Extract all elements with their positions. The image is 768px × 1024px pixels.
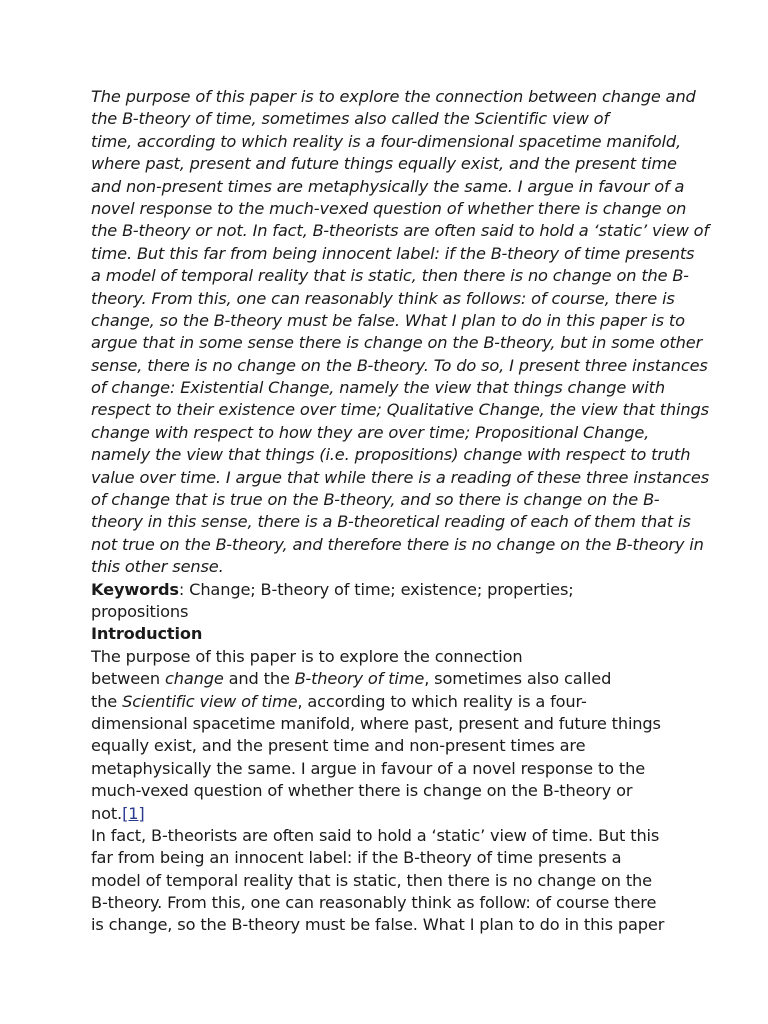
abstract-line: the B-theory or not. In fact, B-theorists are often said to hold a ‘static’ view of xyxy=(91,221,709,241)
text: not. xyxy=(91,803,123,823)
abstract-line: namely the view that things (i.e. propositions) change with respect to truth xyxy=(91,445,691,465)
paragraph-line xyxy=(91,803,687,825)
abstract-line: and non-present times are metaphysically the same. I argue in favour of a xyxy=(91,176,685,196)
paragraph-line: dimensional spacetime manifold, where past, present and future things xyxy=(91,713,661,733)
keywords xyxy=(91,579,687,624)
footnote-link[interactable]: [1] xyxy=(122,803,145,823)
text: , sometimes also called xyxy=(424,669,612,689)
abstract-line: not true on the B-theory, and therefore there is no change on the B-theory in xyxy=(91,534,704,554)
abstract-line: of change: Existential Change, namely the view that things change with xyxy=(91,378,665,398)
introduction-section xyxy=(91,623,687,936)
abstract-line: respect to their existence over time; Qualitative Change, the view that things xyxy=(91,400,709,420)
abstract-line: time. But this far from being innocent label: if the B-theory of time presents xyxy=(91,243,695,263)
abstract-line: where past, present and future things equally exist, and the present time xyxy=(91,154,677,174)
paragraph-line: is change, so the B-theory must be false. What I plan to do in this paper xyxy=(91,915,665,935)
paragraph-line: B-theory. From this, one can reasonably think as follow: of course there xyxy=(91,893,657,913)
abstract-line: The purpose of this paper is to explore the connection between change and xyxy=(91,87,696,106)
text: the xyxy=(91,691,123,711)
abstract-line: change, so the B-theory must be false. What I plan to do in this paper is to xyxy=(91,310,685,330)
text: , according to which reality is a four- xyxy=(297,691,587,711)
paragraph-line xyxy=(91,668,687,690)
emphasis-scientific-view: Scientific view of time xyxy=(122,691,298,711)
keywords-line xyxy=(91,579,687,601)
keywords-text: : Change; B-theory of time; existence; properties; xyxy=(178,579,574,599)
paragraph-line: far from being an innocent label: if the B-theory of time presents a xyxy=(91,848,622,868)
paragraph xyxy=(91,646,687,825)
section-heading: Introduction xyxy=(91,624,203,644)
paragraph-line: metaphysically the same. I argue in favour of a novel response to the xyxy=(91,758,646,778)
emphasis-b-theory: B-theory of time xyxy=(294,669,425,689)
abstract-line: a model of temporal reality that is static, then there is no change on the B- xyxy=(91,266,689,286)
paragraph-line: The purpose of this paper is to explore the connection xyxy=(91,646,523,666)
abstract-line: change with respect to how they are over time; Propositional Change, xyxy=(91,422,650,442)
text: and the xyxy=(223,669,295,689)
paragraph-line: much-vexed question of whether there is change on the B-theory or xyxy=(91,781,633,801)
abstract-line: the B-theory of time, sometimes also called the Scientific view of xyxy=(91,109,609,129)
paragraph xyxy=(91,825,687,937)
abstract-line: sense, there is no change on the B-theory. To do so, I present three instances xyxy=(91,355,708,375)
text: between xyxy=(91,669,165,689)
abstract-line: value over time. I argue that while there is a reading of these three instances xyxy=(91,467,710,487)
keywords-label: Keywords xyxy=(91,579,179,599)
paragraph-line: equally exist, and the present time and non-present times are xyxy=(91,736,586,756)
emphasis-change: change xyxy=(164,669,224,689)
abstract-line: theory in this sense, there is a B-theoretical reading of each of them that is xyxy=(91,512,691,532)
paragraph-line: In fact, B-theorists are often said to hold a ‘static’ view of time. But this xyxy=(91,825,660,845)
abstract-line: novel response to the much-vexed question of whether there is change on xyxy=(91,198,687,218)
keywords-line: propositions xyxy=(91,601,189,621)
abstract-line: time, according to which reality is a four-dimensional spacetime manifold, xyxy=(91,131,681,151)
paragraph-line xyxy=(91,691,687,713)
document-page xyxy=(91,86,710,937)
abstract-line: theory. From this, one can reasonably think as follows: of course, there is xyxy=(91,288,675,308)
abstract-line: this other sense. xyxy=(91,557,224,577)
paragraph-line: model of temporal reality that is static, then there is no change on the xyxy=(91,870,652,890)
abstract-line: of change that is true on the B-theory, and so there is change on the B- xyxy=(91,490,660,510)
abstract-line: argue that in some sense there is change on the B-theory, but in some other xyxy=(91,333,703,353)
abstract xyxy=(91,86,710,579)
